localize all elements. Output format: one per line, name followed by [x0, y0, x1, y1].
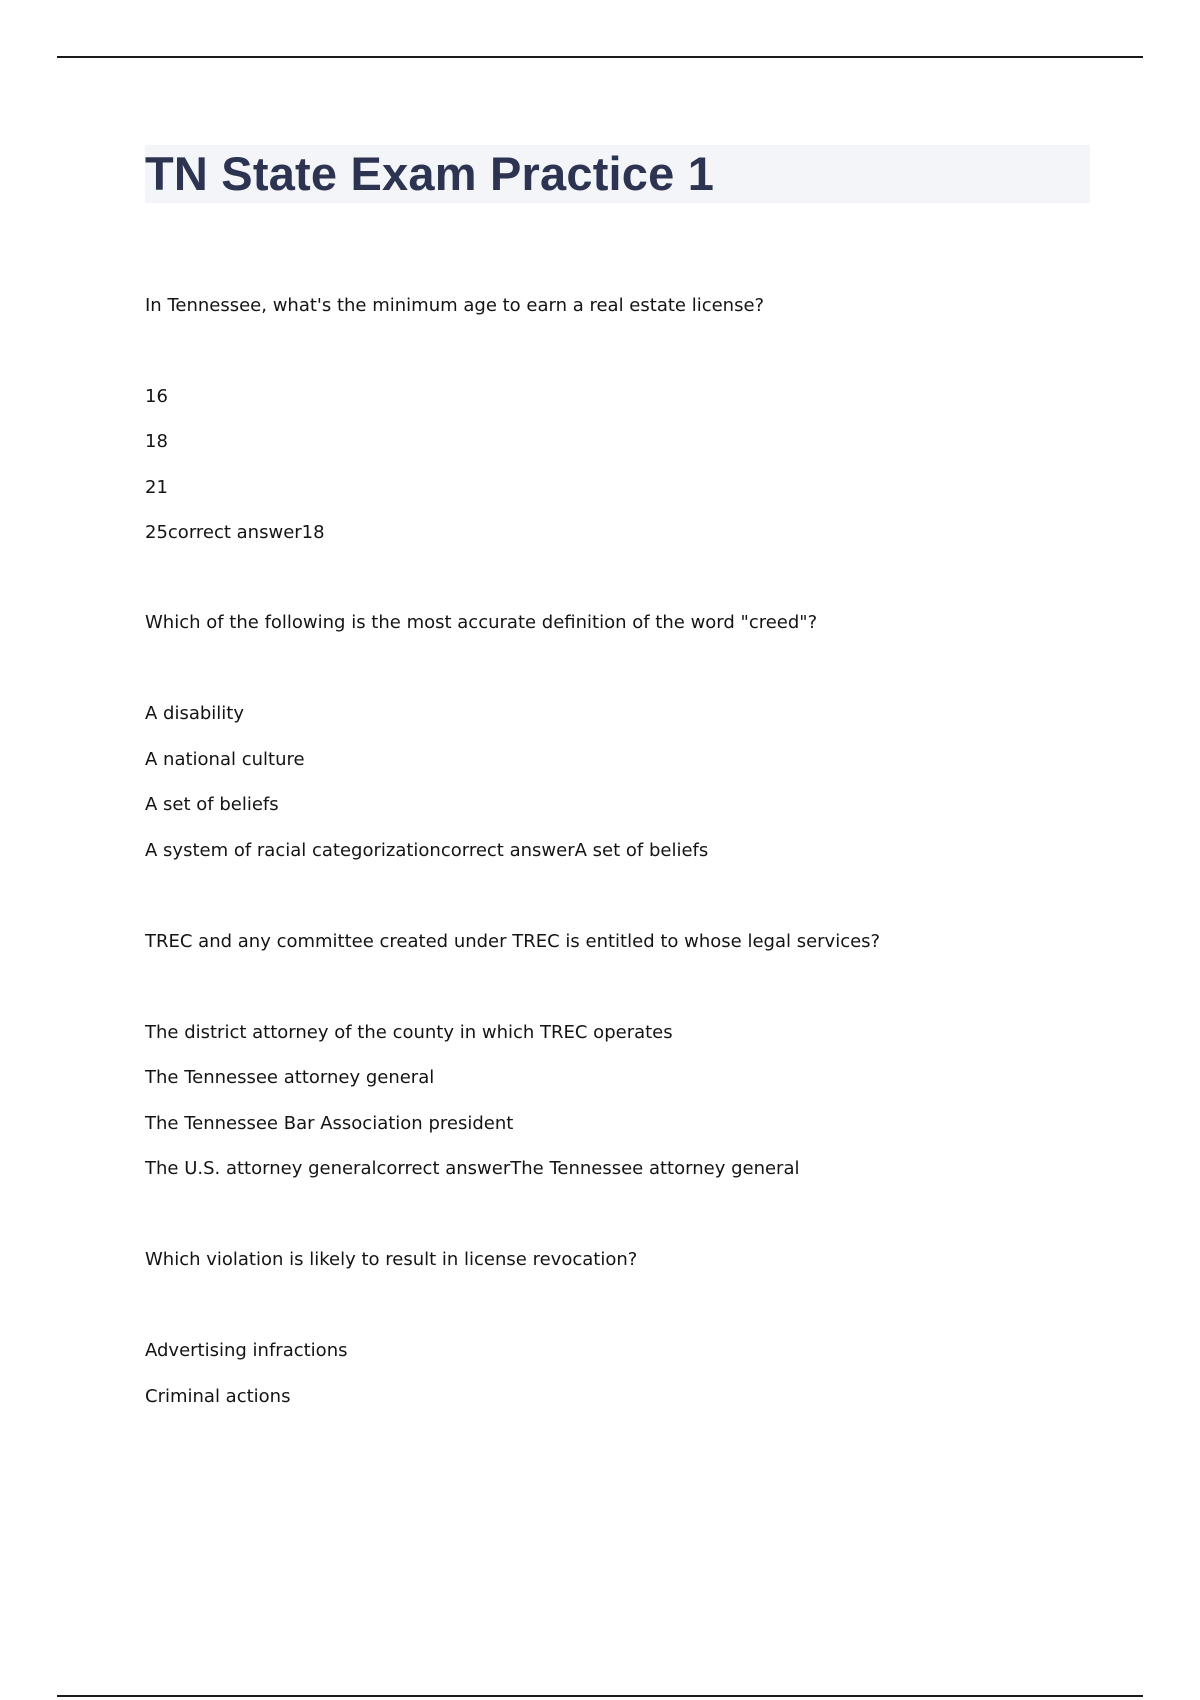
answer-option: Criminal actions: [145, 1386, 291, 1407]
document-title: TN State Exam Practice 1: [145, 147, 715, 200]
answer-option: 21: [145, 477, 168, 498]
answer-option: A disability: [145, 703, 245, 724]
question-text: TREC and any committee created under TREC is entitled to whose legal services?: [145, 931, 881, 952]
question-text: In Tennessee, what's the minimum age to earn a real estate license?: [145, 295, 765, 316]
answer-option: The Tennessee attorney general: [145, 1067, 435, 1088]
answer-option: A set of beliefs: [145, 794, 279, 815]
answer-option: 18: [145, 431, 168, 452]
question-text: Which violation is likely to result in license revocation?: [145, 1249, 638, 1270]
answer-option: The Tennessee Bar Association president: [145, 1113, 514, 1134]
bottom-rule: [57, 1695, 1143, 1697]
answer-option: A national culture: [145, 749, 305, 770]
answer-option-with-correct-answer: 25correct answer18: [145, 522, 325, 543]
top-rule: [57, 56, 1143, 58]
answer-option-with-correct-answer: A system of racial categorizationcorrect answerA set of beliefs: [145, 840, 709, 861]
answer-option: Advertising infractions: [145, 1340, 348, 1361]
answer-option: The district attorney of the county in which TREC operates: [145, 1022, 673, 1043]
answer-option-with-correct-answer: The U.S. attorney generalcorrect answerThe Tennessee attorney general: [145, 1158, 800, 1179]
question-text: Which of the following is the most accurate definition of the word "creed"?: [145, 612, 818, 633]
answer-option: 16: [145, 386, 168, 407]
